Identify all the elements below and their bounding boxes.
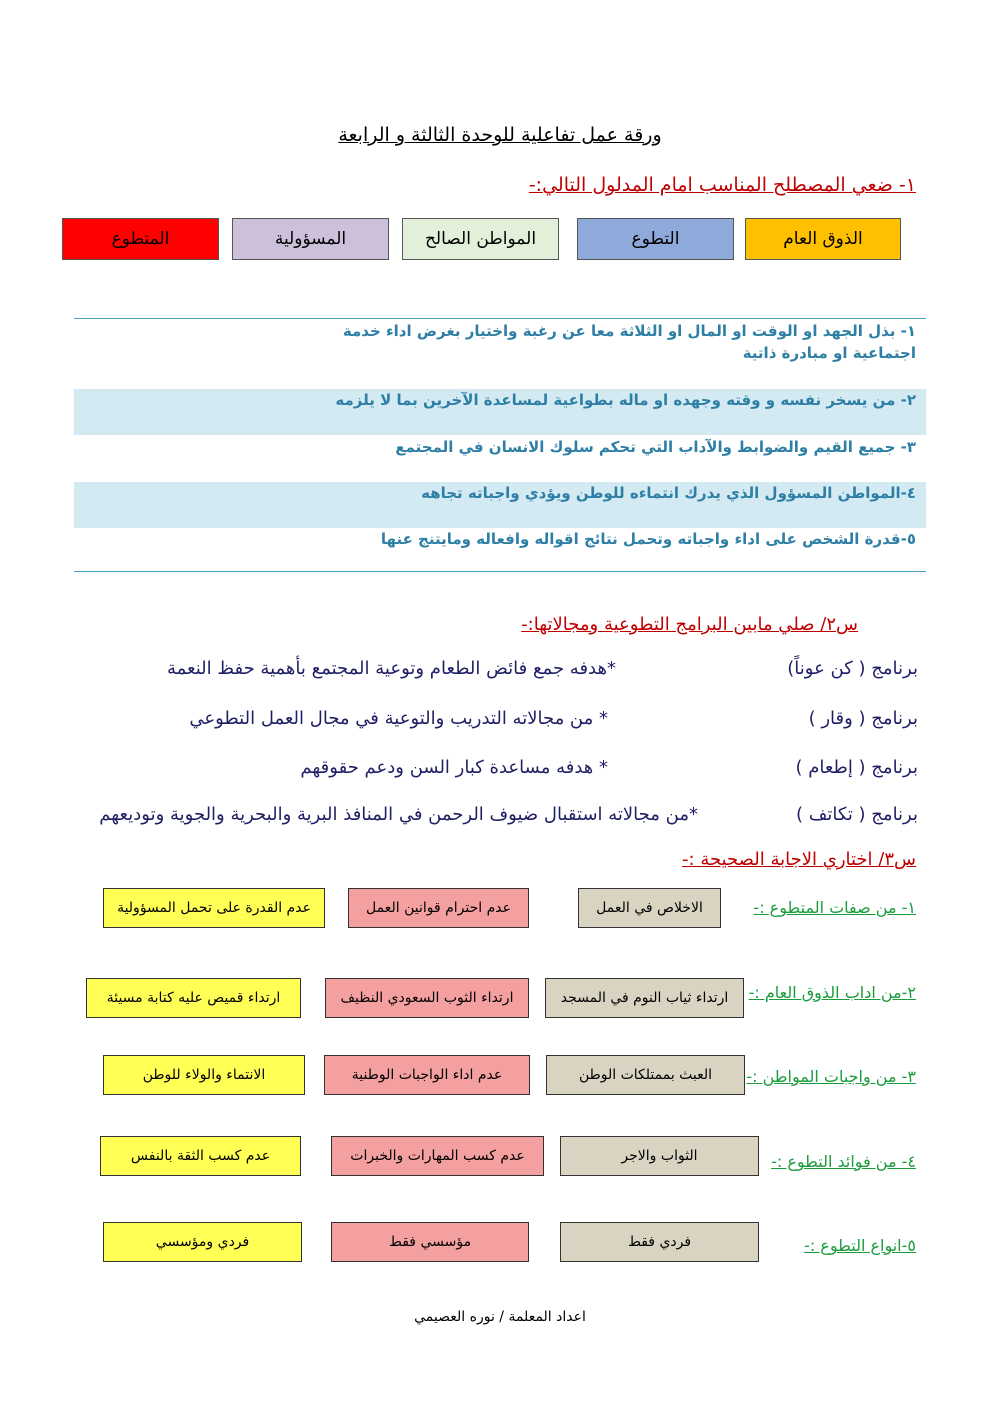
- definition-row[interactable]: [74, 319, 926, 389]
- definition-text: ٢- من يسخر نفسه و وقته وجهده او ماله بطواعية لمساعدة الآخرين بما لا يلزمه: [335, 391, 916, 409]
- answer-option[interactable]: الانتماء والولاء للوطن: [103, 1055, 305, 1095]
- definition-row[interactable]: [74, 482, 926, 528]
- definition-text: ٣- جميع القيم والضوابط والآداب التي تحكم سلوك الانسان في المجتمع: [395, 438, 916, 456]
- definition-text: ٥-قدرة الشخص على اداء واجباته وتحمل نتائج اقواله وافعاله ومايتنج عنها: [380, 530, 916, 548]
- answer-option[interactable]: الاخلاص في العمل: [578, 888, 721, 928]
- answer-option[interactable]: ارتداء قميص عليه كتابة مسيئة: [86, 978, 301, 1018]
- bank-item-responsibility[interactable]: المسؤولية: [232, 218, 389, 260]
- definition-row[interactable]: [74, 389, 926, 435]
- answer-option[interactable]: الثواب والاجر: [560, 1136, 759, 1176]
- question-label: ٣- من واجبات المواطن :-: [746, 1067, 916, 1086]
- answer-option[interactable]: فردي ومؤسسي: [103, 1222, 302, 1262]
- question-label: ١- من صفات المتطوع :-: [753, 898, 916, 917]
- answer-option[interactable]: عدم اداء الواجبات الوطنية: [324, 1055, 530, 1095]
- program-label[interactable]: برنامج ( وقار ): [808, 708, 918, 729]
- answer-option[interactable]: عدم احترام قوانين العمل: [348, 888, 529, 928]
- answer-option[interactable]: مؤسسي فقط: [331, 1222, 529, 1262]
- bank-item-volunteering[interactable]: التطوع: [577, 218, 734, 260]
- section3-heading: س٣/ اختاري الاجابة الصحيحة :-: [682, 849, 916, 870]
- answer-option[interactable]: عدم كسب المهارات والخبرات: [331, 1136, 544, 1176]
- definition-text: ٤-المواطن المسؤول الذي يدرك انتماءه للوطن ويؤدي واجباته تجاهه: [421, 484, 916, 502]
- answer-option[interactable]: عدم القدرة على تحمل المسؤولية: [103, 888, 325, 928]
- section2-heading: س٢/ صلي مابين البرامج التطوعية ومجالاتها:-: [521, 614, 858, 635]
- definition-text: ١- بذل الجهد او الوقت او المال او الثلاثة معا عن رغبة واختيار بغرض اداء خدمة اجتماعية او مبادرة ذاتية: [342, 322, 916, 362]
- program-label[interactable]: برنامج ( كن عوناً): [787, 658, 918, 679]
- bank-item-volunteer[interactable]: المتطوع: [62, 218, 219, 260]
- question-label: ٤- من فوائد التطوع :-: [771, 1152, 916, 1171]
- program-label[interactable]: برنامج ( تكاتف ): [796, 804, 918, 825]
- program-description[interactable]: * هدفه مساعدة كبار السن ودعم حقوقهم: [300, 757, 608, 778]
- section1-heading: ١- ضعي المصطلح المناسب امام المدلول التالي:-: [528, 174, 916, 196]
- answer-option[interactable]: فردي فقط: [560, 1222, 759, 1262]
- answer-option[interactable]: ارتداء الثوب السعودي النظيف: [325, 978, 529, 1018]
- footer-author: اعداد المعلمة / نوره العصيمي: [414, 1309, 586, 1325]
- definitions-table: [74, 318, 926, 572]
- program-label[interactable]: برنامج ( إطعام ): [795, 757, 918, 778]
- definition-row[interactable]: [74, 435, 926, 482]
- bank-item-public-taste[interactable]: الذوق العام: [745, 218, 901, 260]
- question-label: ٢-من اداب الذوق العام :-: [748, 983, 916, 1002]
- program-description[interactable]: *من مجالاته استقبال ضيوف الرحمن في المنافذ البرية والبحرية والجوية وتوديعهم: [99, 804, 698, 825]
- question-label: ٥-انواع التطوع :-: [804, 1236, 916, 1255]
- answer-option[interactable]: العبث بممتلكات الوطن: [546, 1055, 745, 1095]
- definition-row[interactable]: [74, 528, 926, 571]
- answer-option[interactable]: عدم كسب الثقة بالنفس: [100, 1136, 301, 1176]
- program-description[interactable]: * من مجالاته التدريب والتوعية في مجال العمل التطوعي: [189, 708, 608, 729]
- bank-item-good-citizen[interactable]: المواطن الصالح: [402, 218, 559, 260]
- answer-option[interactable]: ارتداء ثياب النوم في المسجد: [545, 978, 744, 1018]
- program-description[interactable]: *هدفه جمع فائض الطعام وتوعية المجتمع بأهمية حفظ النعمة: [167, 658, 616, 679]
- page-title: ورقة عمل تفاعلية للوحدة الثالثة و الرابعة: [338, 124, 662, 146]
